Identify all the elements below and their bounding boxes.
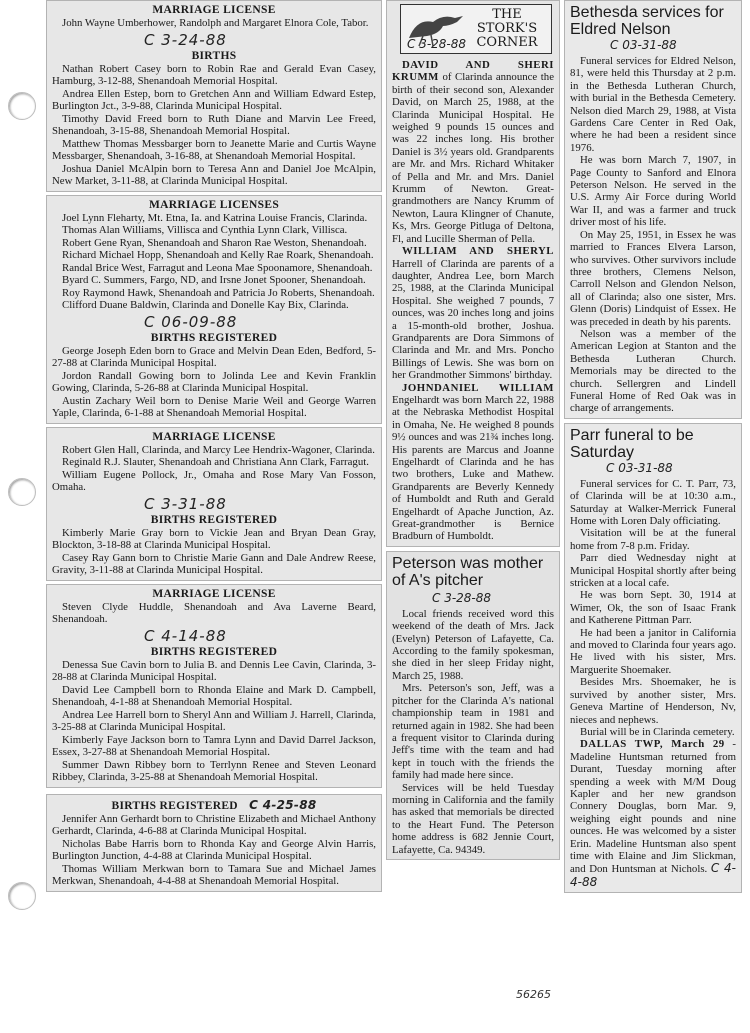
- handwritten-date: C 3-28-88: [432, 590, 492, 605]
- entry: Summer Dawn Ribbey born to Terrlynn Renee and Steven Leonard Ribbey, Clarinda, 3-25-88 at Shenandoah Memorial Hospital.: [52, 758, 376, 783]
- entry: David Lee Campbell born to Rhonda Elaine and Mark D. Campbell, Shenandoah, 4-1-88 at Shenandoah Memorial Hospital.: [52, 683, 376, 708]
- clipping-marriage-births-1: [46, 0, 382, 192]
- announcement-text: Harrell of Clarinda are parents of a daughter, Andrea Lee, born March 25, 1988, at the Clarinda Municipal Hospital. She weighed 7 pounds, 7 ounces, was 20 inches long and joins a 15-month-old brother, Joshua. Grandparents are Dora Simmons of Clarinda and Mr. and Mrs. Poncho Billings of Lewis. She was born on her Grandmother Simmons' birthday.: [392, 257, 554, 382]
- binder-hole: [8, 92, 36, 120]
- entry: George Joseph Eden born to Grace and Melvin Dean Eden, Bedford, 5-27-88 at Clarinda Municipal Hospital.: [52, 344, 376, 369]
- section-heading: MARRIAGE LICENSE: [152, 430, 276, 443]
- left-column: [46, 0, 382, 895]
- clipping-marriage-licenses: [46, 195, 382, 424]
- entry: Reginald R.J. Slauter, Shenandoah and Christiana Ann Clark, Farragut.: [62, 456, 369, 468]
- news-item-dallas-twp: [570, 738, 736, 889]
- storks-corner-logo: [400, 4, 552, 54]
- entry: Nicholas Babe Harris born to Rhonda Kay and George Alvin Harris, Burlington Junction, 4-4-88 at Clarinda Municipal Hospital.: [52, 837, 376, 862]
- entry: Timothy David Freed born to Ruth Diane and Marvin Lee Freed, Shenandoah, 3-15-88, Shenandoah Memorial Hospital.: [52, 112, 376, 137]
- handwritten-date: C 3-31-88: [144, 494, 227, 513]
- section-heading: BIRTHS REGISTERED: [150, 331, 278, 344]
- clipping-births-registered-4: [46, 794, 382, 892]
- handwritten-date: C 3-28-88: [407, 37, 467, 51]
- entry: Matthew Thomas Messbarger born to Jeanette Marie and Curtis Wayne Messbarger, Shenandoah, 3-16-88, at Shenandoah Memorial Hospital.: [52, 137, 376, 162]
- section-heading: MARRIAGE LICENSE: [152, 587, 276, 600]
- entry: Robert Gene Ryan, Shenandoah and Sharon Rae Weston, Shenandoah.: [62, 236, 367, 249]
- handwritten-date: C 3-24-88: [144, 30, 227, 49]
- entry: Thomas Alan Williams, Villisca and Cynthia Lynn Clark, Villisca.: [62, 224, 348, 236]
- right-column: [564, 0, 742, 893]
- entry: Clifford Duane Baldwin, Clarinda and Donelle Kay Bix, Clarinda.: [62, 299, 349, 311]
- birth-announcement: [392, 245, 554, 381]
- entry: Thomas William Merkwan born to Tamara Sue and Michael James Merkwan, Shenandoah, 4-4-88 at Shenandoah Memorial Hospital.: [52, 862, 376, 887]
- announcement-lead: DAVID AND SHERI KRUMM: [392, 59, 554, 84]
- section-heading: MARRIAGE LICENSE: [152, 4, 276, 16]
- section-heading: [52, 798, 376, 812]
- page-number: 56265: [516, 988, 551, 1001]
- section-heading: BIRTHS REGISTERED: [150, 513, 278, 526]
- article-paragraph: On May 25, 1951, in Essex he was married to Frances Elvera Larson, who survives. Other survivors include three brothers, Clemens Nelson, Carroll Nelson and Glendon Nelson, all of Clarinda; also one sister, Mrs. Glenn (Doris) Lindquist of Essex. He was preceded in death by his parents.: [570, 228, 736, 328]
- entry: Andrea Ellen Estep, born to Gretchen Ann and William Edward Estep, Burlington Jct., 3-9-88, Clarinda Municipal Hospital.: [52, 87, 376, 112]
- entry: William Eugene Pollock, Jr., Omaha and Rose Mary Van Fosson, Omaha.: [52, 468, 376, 493]
- entry: Jennifer Ann Gerhardt born to Christine Elizabeth and Michael Anthony Gerhardt, Clarinda, 4-6-88 at Clarinda Municipal Hospital.: [52, 812, 376, 837]
- article-paragraph: Funeral services for Eldred Nelson, 81, were held this Thursday at 2 p.m. in the Bethesda Lutheran Church, with burial in the Bethesda Cemetery. Nelson died March 29, 1988, at Vista Gardens Care Center in Red Oak, where he had been a resident since 1976.: [570, 55, 736, 154]
- entry: Richard Michael Hopp, Shenandoah and Kelly Rae Roark, Shenandoah.: [62, 249, 374, 261]
- section-heading-text: BIRTHS REGISTERED: [111, 799, 238, 812]
- announcement-lead: WILLIAM AND SHERYL: [402, 245, 554, 258]
- entry: Joel Lynn Fleharty, Mt. Etna, Ia. and Katrina Louise Francis, Clarinda.: [62, 211, 368, 224]
- handwritten-date: C 03-31-88: [606, 460, 673, 475]
- clipping-nelson-obituary: [564, 0, 742, 419]
- clipping-marriage-license-2: [46, 427, 382, 581]
- clipping-storks-corner: [386, 0, 560, 547]
- birth-announcement: [392, 382, 554, 543]
- article-headline: Parr funeral to be Saturday: [570, 426, 694, 461]
- clipping-parr-obituary: [564, 423, 742, 893]
- section-heading: MARRIAGE LICENSES: [148, 198, 280, 211]
- entry: Kimberly Faye Jackson born to Tamra Lynn and David Darrel Jackson, Essex, 3-27-88 at Shenandoah Memorial Hospital.: [52, 733, 376, 758]
- article-paragraph: Besides Mrs. Shoemaker, he is survived by another sister, Mrs. Geneva Martine of Henderson, Nv, nieces and nephews.: [570, 676, 736, 726]
- article-paragraph: Funeral services for C. T. Parr, 73, of Clarinda will be at 10:30 a.m., Saturday at Walker-Merrick Funeral Home with Loren Daly officiating.: [570, 477, 736, 527]
- clipping-peterson-obituary: [386, 551, 560, 860]
- entry: Andrea Lee Harrell born to Sheryl Ann and William J. Harrell, Clarinda, 3-25-88 at Clarinda Municipal Hospital.: [52, 708, 376, 733]
- entry: John Wayne Umberhower, Randolph and Margaret Elnora Cole, Tabor.: [62, 17, 369, 29]
- article-paragraph: Burial will be in Clarinda cemetery.: [580, 725, 735, 738]
- handwritten-date: C 4-4-88: [570, 861, 736, 889]
- storks-corner-title: THE STORK'S CORNER: [476, 7, 538, 50]
- article-paragraph: Parr died Wednesday night at Municipal Hospital shortly after being stricken at a local cafe.: [570, 552, 736, 590]
- article-paragraph: Nelson was a member of the American Legion at Stanton and the Bethesda Lutheran Church. Memorials may be directed to the church. Sellergren and Lindell Funeral Home of Red Oak was in charge of arrangements.: [570, 327, 736, 415]
- article-paragraph: He was born Sept. 30, 1914 at Wimer, Ok, the son of Isaac Frank and Katherene Pittman Parr.: [570, 589, 736, 627]
- entry: Roy Raymond Hawk, Shenandoah and Patricia Jo Roberts, Shenandoah.: [62, 286, 375, 299]
- news-text: -Madeline Huntsman returned from Durant, Tuesday morning after spending a week with M/M Doug Kapler and her new grandson Connery Douglas, born Mar. 9, weighing eight pounds and nine ounces. He was welcomed by a sister Erin. Madeline Huntsman also spent time with Elaine and Jim Slickman, and Don Huntsman at Nichols.: [570, 738, 736, 876]
- handwritten-date: C 06-09-88: [144, 312, 238, 331]
- article-paragraph: Visitation will be at the funeral home from 7-8 p.m. Friday.: [570, 527, 736, 552]
- announcement-text: Engelhardt was born March 22, 1988 at the Nebraska Methodist Hospital in Omaha, Ne. He weighed 8 pounds 9½ ounces and was 21¾ inches long. His parents are Marcus and Joanne Engelhardt of Clarinda and he has two brothers, Luke and Mathew. Grandparents are Beverly Kennedy of Humboldt and Ruth and Gerald Engelhardt of Apache Junction, Az. Great-grandmother is Bernice Bradburn of Humboldt.: [392, 393, 554, 543]
- article-headline: Bethesda services for Eldred Nelson: [570, 4, 724, 38]
- news-lead: DALLAS TWP, March 29: [580, 738, 725, 751]
- entry: Joshua Daniel McAlpin born to Teresa Ann and Daniel Joe McAlpin, New Market, 3-11-88, at Clarinda Municipal Hospital.: [52, 162, 376, 187]
- handwritten-date: C 4-14-88: [144, 626, 227, 645]
- article-paragraph: Mrs. Peterson's son, Jeff, was a pitcher for the Clarinda A's national championship team in 1981 and returned again in 1982. She had been a frequent visitor to Clarinda during Jeff's time with the team and had kept in touch with the friends the family had made here since.: [392, 682, 554, 782]
- article-paragraph: Local friends received word this weekend of the death of Mrs. Jack (Evelyn) Peterson of Lafayette, Ca. According to the family spokesman, she died in her sleep Friday night, March 25, 1988.: [392, 607, 554, 682]
- entry: Jordon Randall Gowing born to Jolinda Lee and Kevin Franklin Gowing, Clarinda, 5-26-88 at Clarinda Municipal Hospital.: [52, 369, 376, 394]
- entry: Austin Zachary Weil born to Denise Marie Weil and George Warren Yaple, Clarinda, 6-1-88 at Shenandoah Memorial Hospital.: [52, 394, 376, 419]
- entry: Randal Brice West, Farragut and Leona Mae Spoonamore, Shenandoah.: [62, 261, 373, 274]
- announcement-lead: JOHNDANIEL WILLIAM: [402, 381, 554, 394]
- entry: Byard C. Summers, Fargo, ND, and Irsne Jonet Spooner, Shenandoah.: [62, 274, 366, 286]
- section-heading: BIRTHS REGISTERED: [150, 645, 278, 658]
- handwritten-date: C 03-31-88: [610, 38, 677, 52]
- binder-hole: [8, 478, 36, 506]
- article-headline: Peterson was mother of A's pitcher: [392, 554, 544, 589]
- entry: Robert Glen Hall, Clarinda, and Marcy Lee Hendrix-Wagoner, Clarinda.: [62, 443, 375, 456]
- middle-column: [386, 0, 560, 860]
- entry: Denessa Sue Cavin born to Julia B. and Dennis Lee Cavin, Clarinda, 3-28-88 at Clarinda Municipal Hospital.: [52, 658, 376, 683]
- entry: Nathan Robert Casey born to Robin Rae and Gerald Evan Casey, Hamburg, 3-12-88, Shenandoah Memorial Hospital.: [52, 62, 376, 87]
- binder-hole: [8, 882, 36, 910]
- article-paragraph: Services will be held Tuesday morning in California and the family has asked that memorials be directed to the Heart Fund. The Peterson home address is 682 Jennie Court, Lafayette, Ca. 94349.: [392, 781, 554, 856]
- clipping-marriage-license-3: [46, 584, 382, 788]
- article-paragraph: He was born March 7, 1907, in Page County to Sanford and Elnora Peterson Nelson. He served in the U.S. Army Air Force during World War II, and was a farmer and truck driver most of his life.: [570, 154, 736, 229]
- entry: Kimberly Marie Gray born to Vickie Jean and Bryan Dean Gray, Blockton, 3-18-88 at Clarinda Municipal Hospital.: [52, 526, 376, 551]
- article-paragraph: He had been a janitor in California and moved to Clarinda four years ago. He lived with his sister, Mrs. Marguerite Shoemaker.: [570, 626, 736, 676]
- entry: Casey Ray Gann born to Christie Marie Gann and Dale Andrew Reese, Gravity, 3-11-88 at Clarinda Municipal Hospital.: [52, 551, 376, 576]
- birth-announcement: [392, 59, 554, 245]
- handwritten-date: C 4-25-88: [249, 797, 317, 812]
- entry: Steven Clyde Huddle, Shenandoah and Ava Laverne Beard, Shenandoah.: [52, 600, 376, 625]
- announcement-text: of Clarinda announce the birth of their second son, Alexander David, on March 25, 1988, at the Clarinda Municipal Hospital. He weighed 9 pounds 15 ounces and was 22 inches long. His brother Daniel is 3½ years old. Grandparents are Mr. and Mrs. Richard Whitaker of Pella and Mr. and Mrs. Daniel Krumm of Newton. Great-grandmothers are Nancy Krumm of Newton, Laura Klingner of Chanute, Ks, Mrs. George Pitluga of Deltona, Fl, and Lucille Sherman of Pella.: [392, 71, 554, 245]
- section-heading: BIRTHS: [191, 49, 237, 62]
